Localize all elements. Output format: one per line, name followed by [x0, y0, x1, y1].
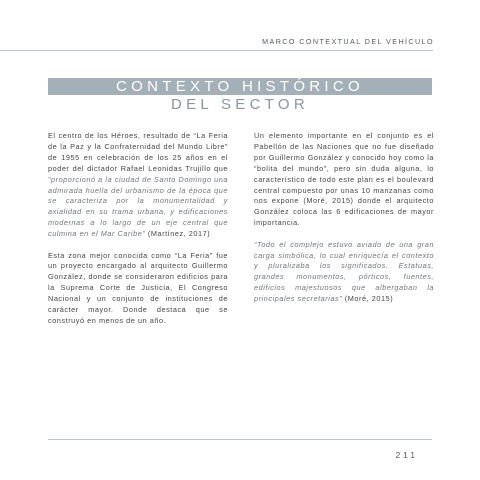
- bottom-rule: [48, 439, 432, 440]
- right-column: [254, 131, 434, 316]
- left-paragraph-1-text: El centro de los Héroes, resultado de “La Feria de la Paz y la Confraternidad del Mundo Libre” de 1955 en celebración de los 25 años en el poder del dictador Rafael Leonidas Trujillo que: [48, 131, 228, 173]
- left-paragraph-1-quote: “proporcionó a la ciudad de Santo Domingo una admirada huella del urbanismo de la época que se caracteriza por la monumentalidad y axialidad en su trama urbana, y edificaciones modernas a lo largo de un eje central que culmina en el Mar Caribe”: [48, 174, 228, 239]
- right-quote-text: “Todo el complejo estuvo aviado de una gran carga simbólica, lo cual enriquecía el contexto y pluralizaba los significados. Estatuas, grandes monumentos, pórticos, fuentes, edificios majestuosos que albergaban la principales secretarias”: [254, 239, 434, 304]
- left-paragraph-1-citation: (Martínez, 2017): [145, 229, 211, 239]
- left-paragraph-1: [48, 131, 228, 240]
- right-paragraph-1: Un elemento importante en el conjunto es el Pabellón de las Naciones que no fue diseñado por Guillermo González y conocido hoy como la “bolita del mundo”, pero sin duda alguna, lo característico de todo este plan es el boulevard central compuesto por unas 10 manzanas como nos expone (Moré, 2015) donde el arquitecto González coloca las 6 edificaciones de mayor importancia.: [254, 131, 434, 228]
- page-title-line-1: CONTEXTO HISTÓRICO: [116, 78, 364, 95]
- running-header: MARCO CONTEXTUAL DEL VEHÍCULO: [262, 37, 434, 46]
- left-paragraph-2: Esta zona mejor conocida como “La Feria” fue un proyecto encargado al arquitecto Guillermo González, donde se consideraron edificios para la Suprema Corte de Justicia, El Congreso Nacional y un conjunto de instituciones de carácter mayor. Donde destaca que se construyó en menos de un año.: [48, 250, 228, 325]
- right-quote: [254, 240, 434, 305]
- right-quote-citation: (Moré, 2015): [342, 294, 394, 304]
- top-rule: [0, 50, 433, 51]
- page-title-line-2: DEL SECTOR: [170, 96, 310, 113]
- left-column: [48, 131, 228, 337]
- page-number: 211: [395, 450, 418, 460]
